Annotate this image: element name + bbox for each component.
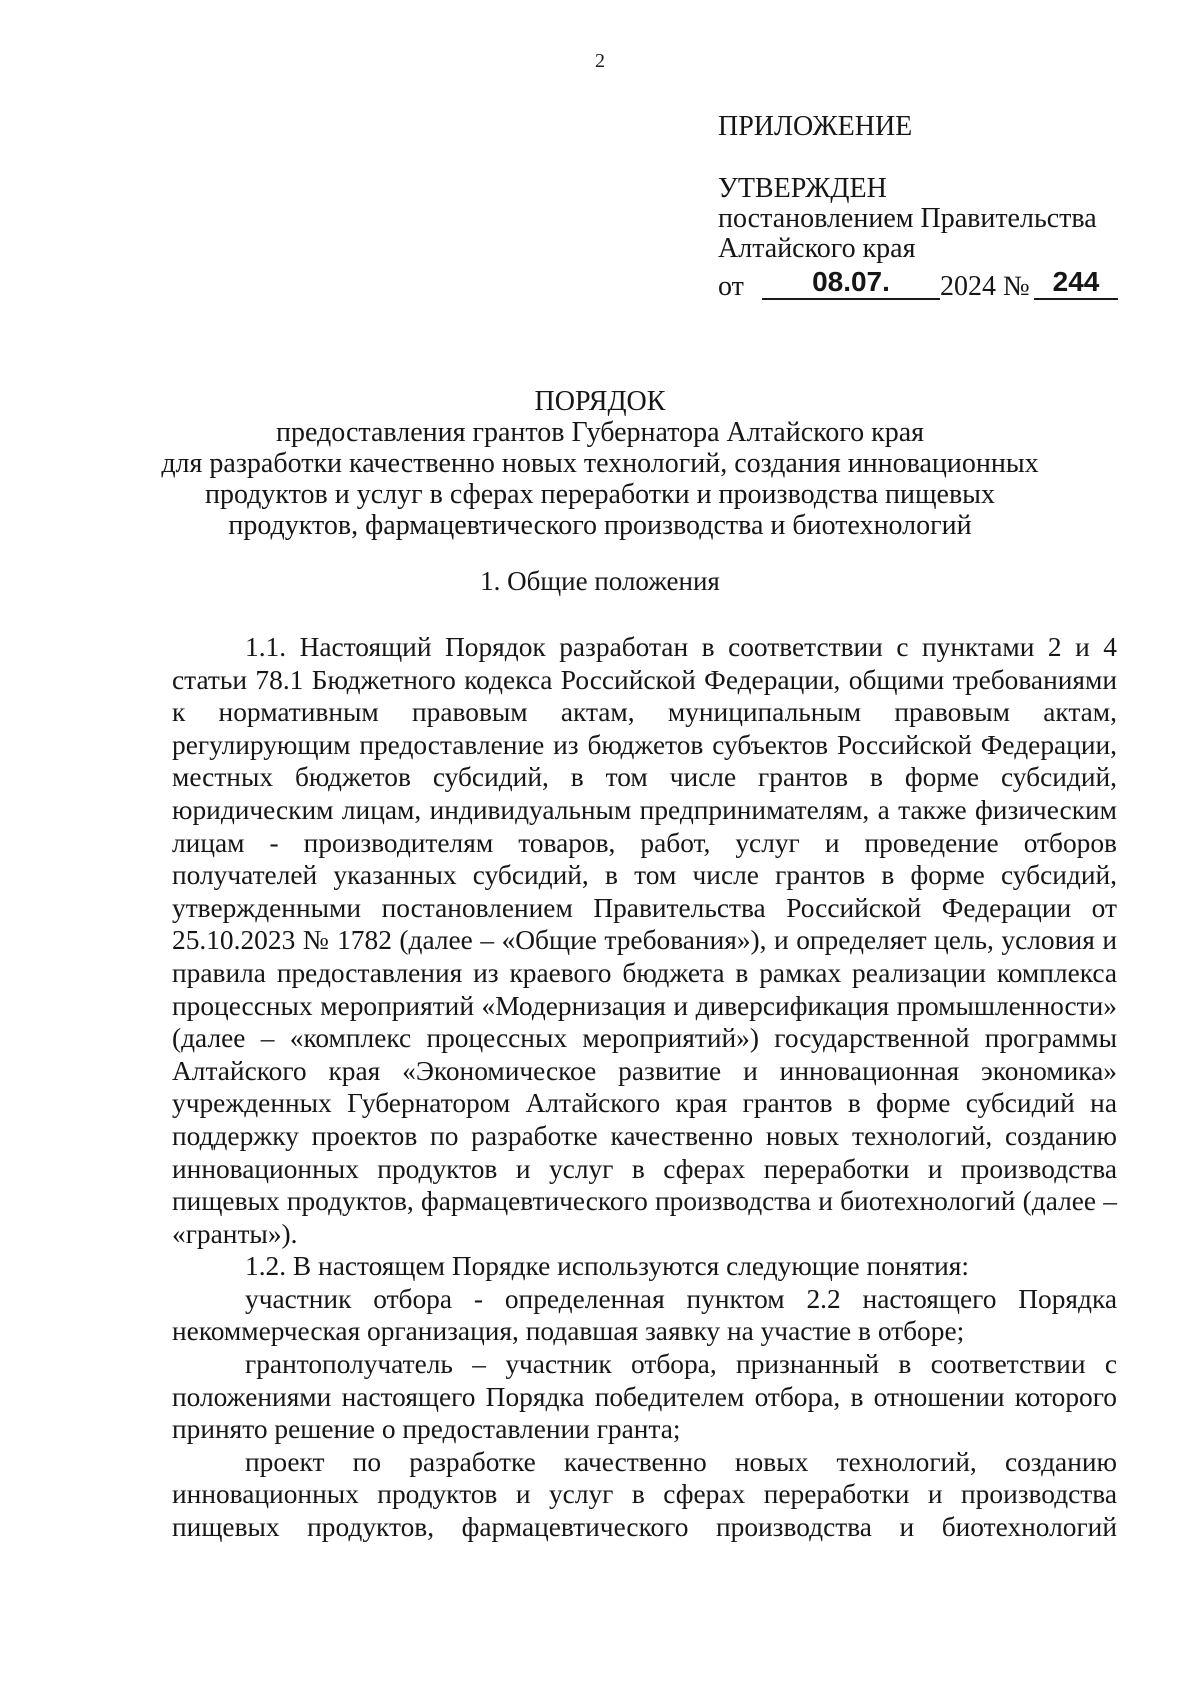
approved-label: УТВЕРЖДЕН	[718, 173, 887, 204]
paragraph: участник отбора - определенная пунктом 2.2 настоящего Порядка некоммерческая организация, подавшая заявку на участие в отборе;	[172, 1283, 1117, 1347]
approved-by-line: постановлением Правительства	[718, 203, 1097, 234]
body-text	[172, 631, 1117, 1544]
document-title	[0, 386, 1200, 541]
approved-by-line: Алтайского края	[718, 233, 916, 264]
title-line: продуктов, фармацевтического производства и биотехнологий	[228, 510, 972, 541]
resolution-date: 08.07.	[762, 266, 940, 300]
title-line: для разработки качественно новых технологий, создания инновационных	[161, 448, 1039, 479]
title-main: ПОРЯДОК	[534, 386, 666, 417]
resolution-date-line	[718, 266, 1138, 300]
resolution-year-and-number-sign: 2024 №	[940, 271, 1030, 302]
paragraph: 1.2. В настоящем Порядке используются следующие понятия:	[245, 1251, 970, 1282]
paragraph: 1.1. Настоящий Порядок разработан в соответствии с пунктами 2 и 4 статьи 78.1 Бюджетного кодекса Российской Федерации, общими требованиями к нормативным правовым актам, муниципальным правовым актам, регулирующим предоставление из бюджетов субъектов Российской Федерации, местных бюджетов субсидий, в том числе грантов в форме субсидий, юридическим лицам, индивидуальным предпринимателям, а также физическим лицам - производителям товаров, работ, услуг и проведение отборов получателей указанных субсидий, в том числе грантов в форме субсидий, утвержденными постановлением Правительства Российской Федерации от 25.10.2023 № 1782 (далее – «Общие требования»), и определяет цель, условия и правила предоставления из краевого бюджета в рамках реализации комплекса процессных мероприятий «Модернизация и диверсификация промышленности» (далее – «комплекс процессных мероприятий») государственной программы Алтайского края «Экономическое развитие и инновационная экономика» учрежденных Губернатором Алтайского края грантов в форме субсидий на поддержку проектов по разработке качественно новых технологий, созданию инновационных продуктов и услуг в сферах переработки и производства пищевых продуктов, фармацевтического производства и биотехнологий (далее – «гранты»).	[172, 632, 1117, 1249]
title-line: продуктов и услуг в сферах переработки и производства пищевых	[205, 479, 995, 510]
appendix-label: ПРИЛОЖЕНИЕ	[718, 111, 913, 142]
resolution-number: 244	[1034, 266, 1118, 300]
paragraph: грантополучатель – участник отбора, признанный в соответствии с положениями настоящего Порядка победителем отбора, в отношении которого принято решение о предоставлении гранта;	[172, 1349, 1117, 1445]
page-number: 2	[595, 50, 605, 72]
title-line: предоставления грантов Губернатора Алтайского края	[275, 417, 925, 448]
approval-block	[718, 112, 1138, 300]
paragraph: проект по разработке качественно новых технологий, созданию инновационных продуктов и услуг в сферах переработки и производства пищевых продуктов, фармацевтического производства и биотехнологий	[172, 1446, 1117, 1543]
section-heading: 1. Общие положения	[480, 566, 720, 596]
date-prefix: от	[718, 271, 744, 302]
